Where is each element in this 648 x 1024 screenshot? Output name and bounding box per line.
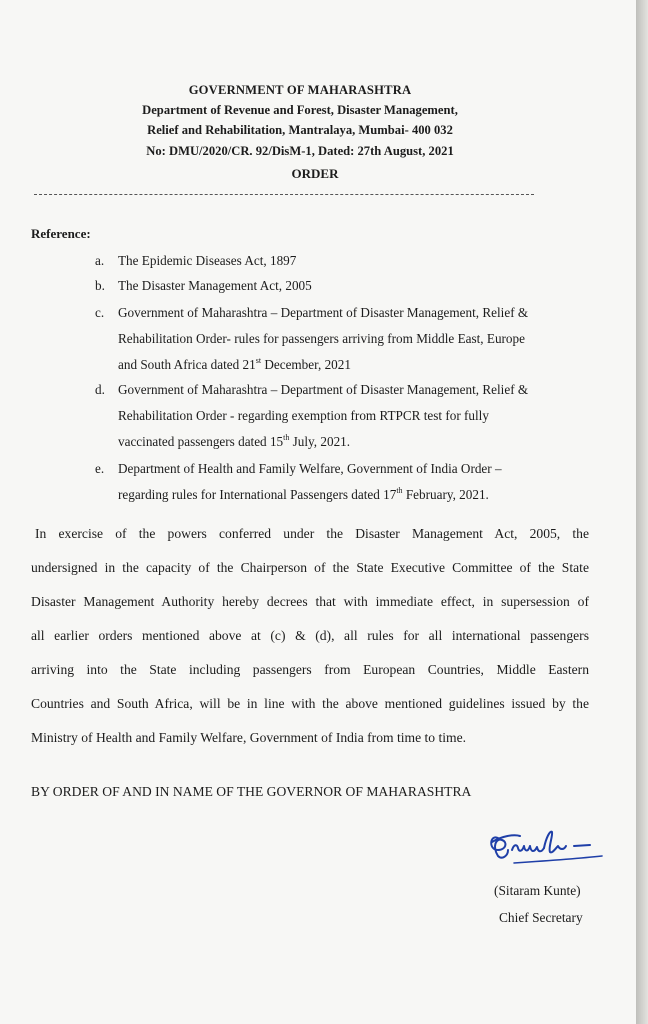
closing-line: BY ORDER OF AND IN NAME OF THE GOVERNOR OF MAHARASHTRA xyxy=(31,784,472,799)
government-heading: GOVERNMENT OF MAHARASHTRA xyxy=(188,83,412,97)
paragraph-line: Ministry of Health and Family Welfare, Government of India from time to time. xyxy=(31,730,467,745)
reference-line: vaccinated passengers dated 15th July, 2021. xyxy=(118,433,351,449)
signature-icon xyxy=(484,820,614,870)
dashed-divider xyxy=(34,194,534,195)
reference-letter: c. xyxy=(95,305,105,320)
department-line: Department of Revenue and Forest, Disaster Management, xyxy=(142,103,458,117)
paragraph-line: undersigned in the capacity of the Chairperson of the State Executive Committee of the State xyxy=(31,560,589,575)
reference-label: Reference: xyxy=(31,226,91,241)
reference-line: The Epidemic Diseases Act, 1897 xyxy=(118,253,297,268)
reference-line: Rehabilitation Order - regarding exemption from RTPCR test for fully xyxy=(118,408,489,423)
page-edge xyxy=(636,0,648,1024)
reference-text xyxy=(118,248,596,274)
reference-line: Government of Maharashtra – Department of Disaster Management, Relief & xyxy=(118,305,529,320)
reference-line: regarding rules for International Passengers dated 17th February, 2021. xyxy=(118,486,489,502)
paragraph-line: In exercise of the powers conferred under the Disaster Management Act, 2005, the xyxy=(35,526,589,541)
order-body-paragraph xyxy=(31,517,589,755)
signatory-name: (Sitaram Kunte) xyxy=(494,883,581,898)
reference-text xyxy=(118,273,596,299)
reference-letter: d. xyxy=(95,382,105,397)
reference-letter: a. xyxy=(95,253,105,268)
reference-line: Rehabilitation Order- rules for passengers arriving from Middle East, Europe xyxy=(118,331,525,346)
reference-letter: b. xyxy=(95,278,105,293)
paragraph-line: all earlier orders mentioned above at (c) & (d), all rules for all international passengers xyxy=(31,628,589,643)
reference-text xyxy=(118,377,596,455)
reference-line: Department of Health and Family Welfare, Government of India Order – xyxy=(118,461,502,476)
reference-line: The Disaster Management Act, 2005 xyxy=(118,278,312,293)
reference-text xyxy=(118,300,596,378)
signatory-designation: Chief Secretary xyxy=(499,910,583,925)
paragraph-line: Countries and South Africa, will be in line with the above mentioned guidelines issued by the xyxy=(31,696,589,711)
order-title: ORDER xyxy=(291,166,339,181)
reference-line: Government of Maharashtra – Department of Disaster Management, Relief & xyxy=(118,382,529,397)
department-address-line: Relief and Rehabilitation, Mantralaya, Mumbai- 400 032 xyxy=(147,123,453,137)
reference-text xyxy=(118,456,596,508)
order-number-date: No: DMU/2020/CR. 92/DisM-1, Dated: 27th August, 2021 xyxy=(146,144,454,158)
paragraph-line: arriving into the State including passengers from European Countries, Middle Eastern xyxy=(31,662,589,677)
reference-letter: e. xyxy=(95,461,105,476)
reference-line: and South Africa dated 21st December, 2021 xyxy=(118,356,351,372)
paragraph-line: Disaster Management Authority hereby decrees that with immediate effect, in supersession of xyxy=(31,594,589,609)
